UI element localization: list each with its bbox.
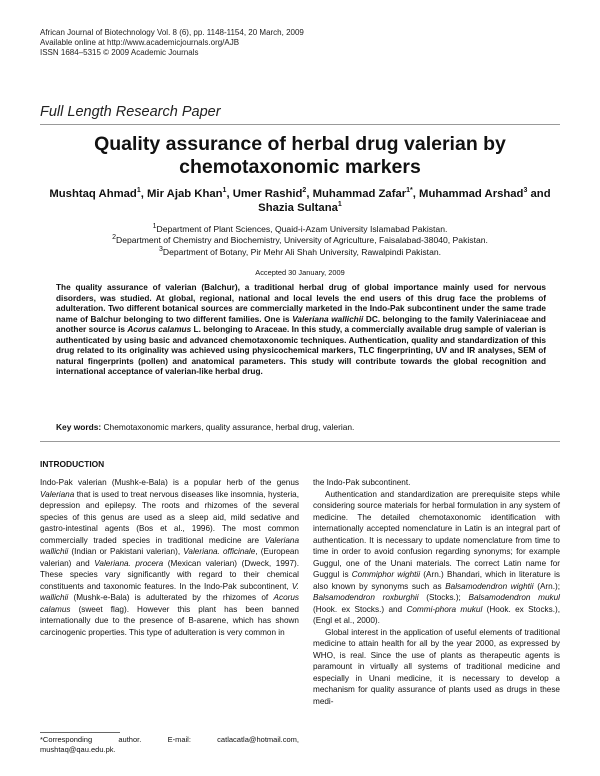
keywords bbox=[56, 422, 546, 433]
author-name: Muhammad Zafar bbox=[312, 188, 407, 200]
journal-citation: African Journal of Biotechnology Vol. 8 (6), pp. 1148-1154, 20 March, 2009 bbox=[40, 28, 304, 37]
accepted-date: Accepted 30 January, 2009 bbox=[255, 268, 345, 277]
paragraph: Authentication and standardization are prerequisite steps while considering source materials for herbal formulation in any system of medicine. The detailed chemotaxonomic identification with internationally accepted nomenclature in Latin is an integral part of authentication. It is necessary to update nomenclature from time to time in order to avoid confusion regarding synonyms; for example Guggul, one of the Unani materials. The correct Latin name for Guggul is Commiphor wightii (Arn.) Bhandari, which in literature is also known by synonyms such as Balsamodendron wightii (Arn.); Balsamodendron roxburghii (Stocks.); Balsamodendron mukul (Hook. ex Stocks.) and Commi-phora mukul (Hook. ex Stocks.), (Engl et al., 2000). bbox=[313, 489, 560, 625]
affiliations bbox=[40, 224, 560, 258]
corresponding-author-footnote: *Corresponding author. E-mail: catlacatla@hotmail.com, mushtaq@qau.edu.pk. bbox=[40, 735, 299, 754]
author-sup: 1 bbox=[136, 187, 141, 195]
body-column-left bbox=[40, 477, 299, 638]
abstract: The quality assurance of valerian (Balchur), a traditional herbal drug of global importance mainly used for nervous disorders, was studied. At global, regional, national and local levels the end users of this drug face the problems of adulteration. Two different botanical sources are commercially marketed in the Indo-Pak subcontinent under the same trade name of Balchur belonging to two different families. One is Valeriana wallichii DC. belonging to the family Valeriniaceae and another source is Acorus calamus L. belonging to Araceae. In this study, a commercially available drug sample of valerian is authenticated by using basic and advanced chemotaxonomic techniques. Authentication, quality and standardization of this drug related to its originality was achieved using physicochemical markers, TLC fingerprinting, UV and IR analyses, SEM of natural fingerprints (pollen) and anatomical parameters. This study will contribute towards the global recognition and international acceptance of valerian-like herbal drug. bbox=[56, 283, 546, 376]
author-sup: 1 bbox=[222, 187, 227, 195]
journal-issn: ISSN 1684–5315 © 2009 Academic Journals bbox=[40, 48, 199, 57]
affiliation-item: $^2$Department of Chemistry and Biochemistry, University of Agriculture, Faisalabad-38040, Pakistan. bbox=[112, 234, 488, 246]
author-joiner: and bbox=[530, 188, 551, 200]
author-name: Shazia Sultana bbox=[258, 202, 338, 214]
author-name: Mir Ajab Khan bbox=[147, 188, 223, 200]
paragraph: Indo-Pak valerian (Mushk-e-Bala) is a popular herb of the genus Valeriana that is used to treat nervous diseases like insomnia, hysteria, depression and epilepsy. The roots and rhizomes of the several species of this genus are used as a sleep aid, mild sedative and gastro-intestinal agents (Bos et al., 1996). The most common commercially traded species in traditional medicine are Valeriana wallichii (Indian or Pakistani valerian), Valeriana. officinale, (European valerian) and Valeriana. procera (Mexican valerian) (Dweck, 1997). These species vary significantly with regard to their chemical constituents and taxonomic features. In the Indo-Pak subcontinent, V. wallichii (Mushk-e-Bala) is adulterated by the rhizomes of Acorus calamus (sweet flag). However this plant has been banned internationally due to the presence of B-asarene, which has shown carcinogenic properties. This type of adulteration is very common in bbox=[40, 478, 300, 637]
author-name: Muhammad Arshad bbox=[419, 188, 524, 200]
author-sup: 1* bbox=[406, 187, 413, 195]
section-heading: INTRODUCTION bbox=[40, 459, 105, 469]
paragraph: the Indo-Pak subcontinent. bbox=[313, 478, 411, 487]
journal-header bbox=[40, 28, 304, 58]
author-sup: 3 bbox=[523, 187, 528, 195]
affiliation-item: $^3$Department of Botany, Pir Mehr Ali Shah University, Rawalpindi Pakistan. bbox=[158, 245, 442, 257]
journal-url[interactable]: Available online at http://www.academicjournals.org/AJB bbox=[40, 38, 240, 47]
author-name: Umer Rashid bbox=[232, 188, 303, 200]
paper-type: Full Length Research Paper bbox=[40, 104, 221, 120]
author-name: Mushtaq Ahmad bbox=[49, 188, 137, 200]
author-sup: 2 bbox=[302, 187, 307, 195]
author-sup: 1 bbox=[337, 201, 342, 209]
footnote-divider bbox=[40, 732, 120, 733]
author-list: Mushtaq Ahmad$^1$, Mir Ajab Khan$^1$, Umer Rashid$^2$, Muhammad Zafar$^{1*}$, Muhammad Arshad$^3$ and Shazia Sultana$^1$ bbox=[49, 187, 551, 214]
affiliation-item: $^1$Department of Plant Sciences, Quaid-i-Azam University Islamabad Pakistan. bbox=[152, 223, 448, 234]
paper-title: Quality assurance of herbal drug valerian by chemotaxonomic markers bbox=[94, 133, 506, 178]
paragraph: Global interest in the application of useful elements of traditional medicine to attain health for all by the year 2000, as expressed by WHO, is real. Since the use of plants as therapeutic agents is paramount in virtually all systems of traditional medicine and especially in Unani medicine, it is necessary to develop a mechanism for quality assurance of plants used as drugs in these medi- bbox=[313, 627, 560, 706]
keywords-label: Key words: bbox=[56, 422, 102, 432]
keywords-text: Chemotaxonomic markers, quality assurance, herbal drug, valerian. bbox=[101, 422, 355, 432]
abstract-divider bbox=[40, 441, 560, 442]
header-divider bbox=[40, 124, 560, 125]
body-column-right bbox=[313, 477, 560, 707]
